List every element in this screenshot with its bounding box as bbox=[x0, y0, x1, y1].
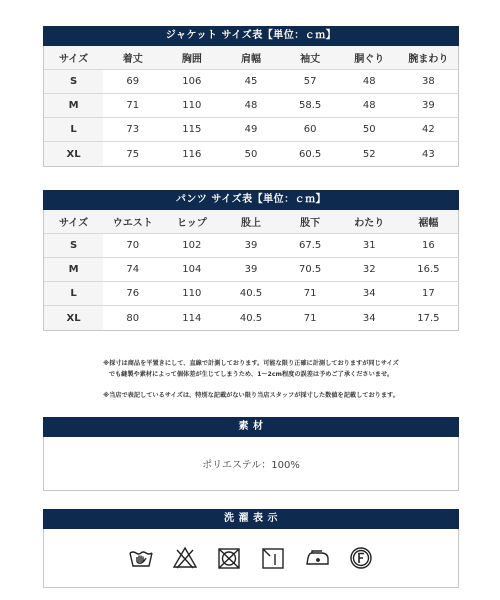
column-header: 着丈 bbox=[103, 46, 162, 70]
table-cell: 48 bbox=[221, 94, 280, 118]
column-header: 腕まわり bbox=[399, 46, 458, 70]
table-cell: 39 bbox=[399, 94, 458, 118]
table-cell: 70 bbox=[103, 234, 162, 258]
material-value: ポリエステル：100% bbox=[43, 437, 459, 491]
table-cell: 70.5 bbox=[281, 258, 340, 282]
column-header: 胸囲 bbox=[162, 46, 221, 70]
size-label: M bbox=[44, 94, 103, 118]
table-cell: 39 bbox=[221, 234, 280, 258]
table-header-row bbox=[44, 46, 458, 70]
table-cell: 106 bbox=[162, 70, 221, 94]
table-row bbox=[44, 258, 458, 282]
table-cell: 74 bbox=[103, 258, 162, 282]
table-row bbox=[44, 234, 458, 258]
table-cell: 110 bbox=[162, 94, 221, 118]
table-cell: 114 bbox=[182, 312, 202, 324]
size-label: L bbox=[44, 118, 103, 142]
table-cell: 32 bbox=[340, 258, 399, 282]
table-cell: 34 bbox=[362, 312, 376, 324]
care-title: 洗 濯 表 示 bbox=[43, 509, 459, 529]
care-section bbox=[43, 509, 459, 588]
column-header: 袖丈 bbox=[281, 46, 340, 70]
note-line-1: ※採寸は商品を平置きにして、直線で計測しております。可能な限り正確に計測しておりますが同じサイズ bbox=[103, 360, 399, 367]
table-cell: 58.5 bbox=[281, 94, 340, 118]
measurement-notes bbox=[43, 358, 459, 380]
table-cell: 67.5 bbox=[281, 234, 340, 258]
table-cell: 48 bbox=[340, 70, 399, 94]
table-cell: 57 bbox=[281, 70, 340, 94]
table-row bbox=[44, 94, 458, 118]
note-line-3: ※当店で表記しているサイズは、特別な記載がない限り当店スタッフが採寸した数値を記載しております。 bbox=[103, 392, 399, 399]
table-cell: 49 bbox=[221, 118, 280, 142]
size-label: S bbox=[44, 70, 103, 94]
pants-table bbox=[43, 210, 459, 331]
table-cell: 45 bbox=[221, 70, 280, 94]
jacket-table bbox=[43, 46, 459, 167]
table-cell: 40.5 bbox=[239, 312, 263, 324]
size-label: XL bbox=[44, 306, 103, 330]
table-header-row bbox=[44, 210, 458, 234]
column-header: 裾幅 bbox=[399, 210, 458, 234]
table-row bbox=[44, 70, 458, 94]
pants-size-table bbox=[43, 190, 459, 331]
pants-table-title: パンツ サイズ表【単位：ｃｍ】 bbox=[43, 190, 459, 210]
table-cell: 16 bbox=[399, 234, 458, 258]
column-header: ヒップ bbox=[162, 210, 221, 234]
table-cell: 60.5 bbox=[299, 148, 322, 160]
care-icons bbox=[43, 529, 459, 588]
table-cell: 71 bbox=[303, 312, 317, 324]
table-cell: 34 bbox=[340, 282, 399, 306]
size-label: M bbox=[44, 258, 103, 282]
jacket-size-table bbox=[43, 26, 459, 167]
no-bleach-icon bbox=[172, 545, 198, 571]
table-cell: 110 bbox=[162, 282, 221, 306]
jacket-table-title: ジャケット サイズ表【単位：ｃｍ】 bbox=[43, 26, 459, 46]
table-cell: 42 bbox=[399, 118, 458, 142]
table-cell: 73 bbox=[103, 118, 162, 142]
iron-low-icon bbox=[304, 545, 330, 571]
table-cell: 50 bbox=[340, 118, 399, 142]
table-cell: 76 bbox=[103, 282, 162, 306]
table-cell: 39 bbox=[221, 258, 280, 282]
table-cell: 31 bbox=[340, 234, 399, 258]
table-cell: 16.5 bbox=[399, 258, 458, 282]
material-section bbox=[43, 417, 459, 491]
material-title: 素 材 bbox=[43, 417, 459, 437]
table-cell: 50 bbox=[244, 148, 258, 160]
table-row bbox=[44, 118, 458, 142]
column-header: サイズ bbox=[44, 46, 103, 70]
table-cell: 52 bbox=[362, 148, 376, 160]
table-cell: 71 bbox=[281, 282, 340, 306]
table-cell: 115 bbox=[162, 118, 221, 142]
table-cell: 102 bbox=[162, 234, 221, 258]
table-cell: 17 bbox=[399, 282, 458, 306]
table-cell: 48 bbox=[340, 94, 399, 118]
size-label: XL bbox=[44, 142, 103, 166]
dry-clean-f-icon bbox=[348, 545, 374, 571]
hand-wash-icon bbox=[128, 545, 154, 571]
column-header: サイズ bbox=[44, 210, 103, 234]
no-tumble-dry-icon bbox=[216, 545, 242, 571]
table-cell: 71 bbox=[103, 94, 162, 118]
note-line-2: でも縫製や素材によって個体差が生じてしまうため、1～2cm程度の誤差は予めご了承くださいませ。 bbox=[108, 371, 394, 378]
table-cell: 104 bbox=[162, 258, 221, 282]
table-row bbox=[44, 142, 458, 166]
size-notes bbox=[43, 390, 459, 401]
column-header: ウエスト bbox=[103, 210, 162, 234]
table-cell: 116 bbox=[182, 148, 202, 160]
table-cell: 43 bbox=[422, 148, 435, 160]
table-cell: 38 bbox=[399, 70, 458, 94]
line-dry-icon bbox=[260, 545, 286, 571]
table-cell: 60 bbox=[281, 118, 340, 142]
column-header: わたり bbox=[340, 210, 399, 234]
table-cell: 40.5 bbox=[221, 282, 280, 306]
table-cell: 17.5 bbox=[417, 312, 440, 324]
table-row bbox=[44, 306, 458, 330]
table-cell: 69 bbox=[103, 70, 162, 94]
size-label: S bbox=[44, 234, 103, 258]
size-label: L bbox=[44, 282, 103, 306]
table-cell: 75 bbox=[126, 148, 140, 160]
column-header: 肩幅 bbox=[221, 46, 280, 70]
column-header: 股下 bbox=[281, 210, 340, 234]
table-row bbox=[44, 282, 458, 306]
column-header: 胴ぐり bbox=[340, 46, 399, 70]
column-header: 股上 bbox=[221, 210, 280, 234]
table-cell: 80 bbox=[126, 312, 140, 324]
